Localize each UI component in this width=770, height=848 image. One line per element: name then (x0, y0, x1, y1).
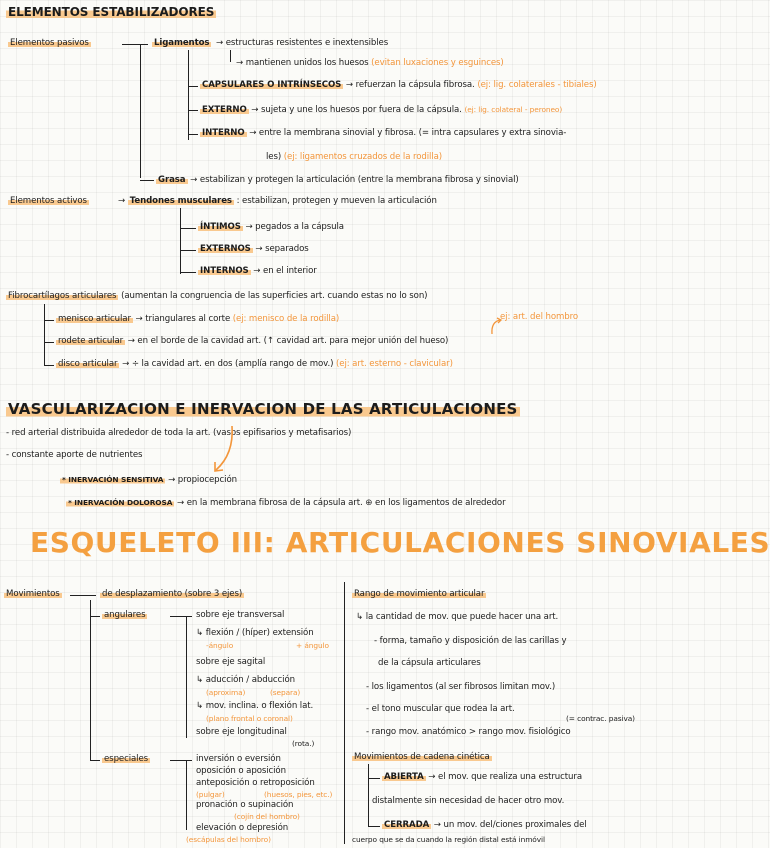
bracket-line (140, 44, 141, 178)
curved-arrow-icon (488, 316, 504, 336)
oposicion: oposición o aposición (196, 766, 286, 776)
bracket-line (186, 616, 187, 738)
rango-factor-1b: de la cápsula articulares (378, 658, 481, 668)
aduccion-abduccion: ↳ aducción / abducción (196, 675, 295, 685)
abduccion-note: (separa) (270, 688, 301, 697)
elevacion-depresion: elevación o depresión (196, 823, 289, 833)
anteposicion-note-2: (huesos, pies, etc.) (264, 790, 333, 799)
elementos-activos: Elementos activos (10, 196, 87, 206)
rango-factor-4: - rango mov. anatómico > rango mov. fisiológico (366, 727, 571, 737)
connector (180, 250, 196, 251)
bracket-line (180, 208, 181, 274)
especiales-label: especiales (104, 754, 149, 764)
interno-row: INTERNO → entre la membrana sinovial y fibrosa. (= intra capsulares y extra sinovia- (202, 128, 567, 138)
ligamentos-definition-2: → mantienen unidos los huesos (evitan luxaciones y esguinces) (236, 58, 504, 68)
section-title-vascularizacion: VASCULARIZACION E INERVACION DE LAS ARTICULACIONES (8, 400, 518, 418)
internos-row: INTERNOS → en el interior (200, 266, 317, 276)
section-title-estabilizadores: ELEMENTOS ESTABILIZADORES (8, 5, 215, 19)
desplazamiento-row: de desplazamiento (sobre 3 ejes) (102, 589, 243, 599)
rango-def: ↳ la cantidad de mov. que puede hacer una art. (356, 612, 559, 622)
connector (90, 616, 100, 617)
bracket-line (368, 764, 369, 826)
connector (188, 86, 198, 87)
curved-arrow-icon (208, 424, 238, 476)
connector (368, 778, 380, 779)
externos-row: EXTERNOS → separados (200, 244, 309, 254)
inervacion-dolorosa-row: * INERVACIÓN DOLOROSA → en la membrana fibrosa de la cápsula art. ⊕ en los ligamentos de alrededor (68, 498, 506, 508)
bracket-line (230, 50, 231, 62)
vascular-bullet-1: - red arterial distribuida alrededor de toda la art. (vasos epifisarios y metafisarios) (6, 428, 352, 438)
connector (70, 595, 96, 596)
grasa-row: Grasa → estabilizan y protegen la articulación (entre la membrana fibrosa y sinovial) (158, 175, 519, 185)
connector (368, 826, 380, 827)
bracket-line (188, 50, 189, 140)
connector (140, 180, 154, 181)
connector (180, 272, 196, 273)
inclinacion: ↳ mov. inclina. o flexión lat. (196, 701, 314, 711)
bracket-line (186, 760, 187, 830)
extension-note: + ángulo (296, 641, 329, 650)
cerrada-row-2: cuerpo que se da cuando la región distal está inmóvil (352, 835, 545, 844)
pronacion-supinacion: pronación o supinación (196, 800, 294, 810)
rotacion-note: (rota.) (292, 739, 315, 748)
rango-factor-2: - los ligamentos (al ser fibrosos limitan mov.) (366, 682, 556, 692)
inclinacion-note: (plano frontal o coronal) (206, 714, 293, 723)
page-title-articulaciones-sinoviales: ESQUELETO III: ARTICULACIONES SINOVIALES (30, 526, 770, 559)
rango-factor-3: - el tono muscular que rodea la art. (366, 704, 515, 714)
inversion-eversion: inversión o eversión (196, 754, 281, 764)
externo-row: EXTERNO → sujeta y une los huesos por fuera de la cápsula. (ej: lig. colateral - peroneo) (202, 105, 563, 115)
abierta-row: ABIERTA → el mov. que realiza una estructura (384, 772, 582, 782)
rodete-row: rodete articular → en el borde de la cavidad art. (↑ cavidad art. para mejor unión del hueso) (58, 336, 449, 346)
cadena-title: Movimientos de cadena cinética (354, 752, 490, 762)
aduccion-note: (aproxima) (206, 688, 246, 697)
vascular-bullet-2: - constante aporte de nutrientes (6, 450, 143, 460)
connector (44, 365, 54, 366)
connector (170, 760, 192, 761)
eje-transversal: sobre eje transversal (196, 610, 285, 620)
eje-longitudinal: sobre eje longitudinal (196, 727, 287, 737)
intimos-row: ÍNTIMOS → pegados a la cápsula (200, 222, 344, 232)
connector (44, 320, 54, 321)
anteposicion-note: (pulgar) (196, 790, 225, 799)
rango-factor-1: - forma, tamaño y disposición de las carillas y (374, 636, 567, 646)
rodete-example: ej: art. del hombro (500, 312, 579, 322)
bracket-line (90, 600, 91, 760)
eje-sagital: sobre eje sagital (196, 657, 266, 667)
bracket-line (44, 304, 45, 366)
ligamentos-label: Ligamentos (154, 38, 210, 48)
angulares-label: angulares (104, 610, 146, 620)
connector (180, 228, 196, 229)
abierta-row-2: distalmente sin necesidad de hacer otro mov. (372, 796, 565, 806)
rango-title: Rango de movimiento articular (354, 589, 485, 599)
connector (90, 760, 100, 761)
connector (188, 110, 198, 111)
connector (122, 44, 148, 45)
interno-row-2: les) (ej: ligamentos cruzados de la rodilla) (266, 152, 443, 162)
connector (188, 134, 198, 135)
inervacion-sensitiva-row: * INERVACIÓN SENSITIVA → propiocepción (62, 475, 237, 485)
tendones-row: → Tendones musculares : estabilizan, protegen y mueven la articulación (118, 196, 437, 206)
column-divider (344, 582, 345, 844)
menisco-row: menisco articular → triangulares al corte (ej: menisco de la rodilla) (58, 314, 340, 324)
pronacion-note: (cojín del hombro) (234, 812, 300, 821)
ligamentos-definition: → estructuras resistentes e inextensibles (216, 38, 389, 48)
elementos-pasivos: Elementos pasivos (10, 38, 89, 48)
anteposicion: anteposición o retroposición (196, 778, 315, 788)
movimientos-label: Movimientos (6, 589, 60, 599)
connector (170, 616, 192, 617)
cerrada-row: CERRADA → un mov. del/ciones proximales del (384, 820, 587, 830)
connector (44, 342, 54, 343)
flexion-extension: ↳ flexión / (híper) extensión (196, 628, 314, 638)
elevacion-note: (escápulas del hombro) (186, 835, 271, 844)
disco-row: disco articular → ÷ la cavidad art. en dos (amplía rango de mov.) (ej: art. esterno - clavicular) (58, 359, 453, 369)
flexion-note: -ángulo (206, 641, 234, 650)
fibrocartilagos-row: Fibrocartílagos articulares (aumentan la congruencia de las superficies art. cuando estas no lo son) (8, 291, 428, 301)
capsulares-row: CAPSULARES O INTRÍNSECOS → refuerzan la cápsula fibrosa. (ej: lig. colaterales - tibiales) (202, 80, 597, 90)
rango-factor-3-note: (= contrac. pasiva) (566, 714, 635, 723)
